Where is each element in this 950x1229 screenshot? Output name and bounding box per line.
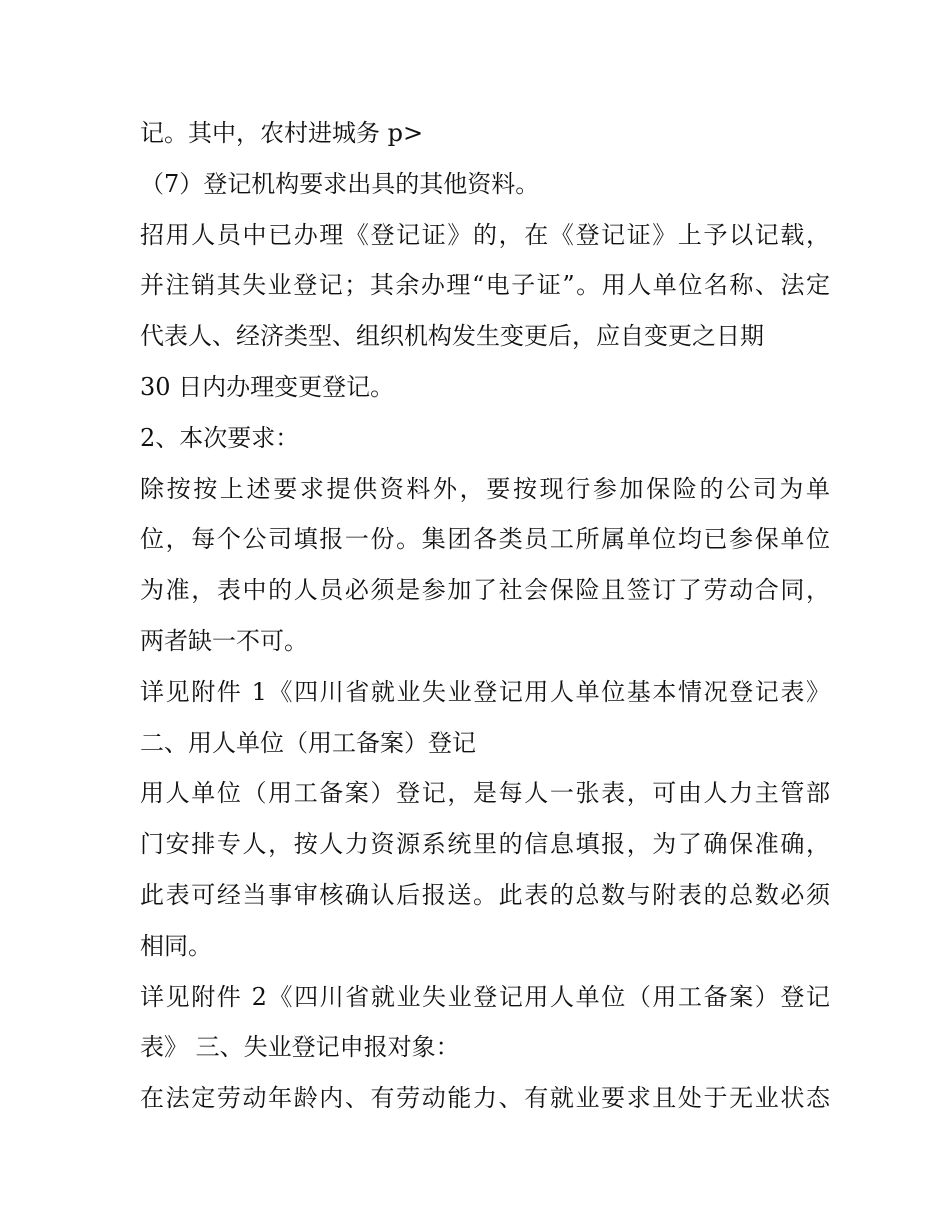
- text-line: 招用人员中已办理《登记证》的，在《登记证》上予以记载，: [140, 220, 830, 249]
- text-line: 为准，表中的人员必须是参加了社会保险且签订了劳动合同，: [140, 576, 830, 605]
- text-line: 代表人、经济类型、组织机构发生变更后，应自变更之日期: [140, 322, 764, 351]
- text-line: 30 日内办理变更登记。: [140, 372, 395, 401]
- text-line: 记。其中，农村进城务 p>: [140, 119, 424, 147]
- text-line: 二、用人单位（用工备案）登记: [140, 728, 476, 757]
- document-body: [140, 108, 830, 1124]
- text-line: 位，每个公司填报一份。集团各类员工所属单位均已参保单位: [140, 525, 830, 554]
- text-line: 表》 三、失业登记申报对象：: [140, 1033, 460, 1062]
- text-line: 2、本次要求：: [140, 423, 300, 452]
- text-line: 并注销其失业登记；其余办理“电子证”。用人单位名称、法定: [140, 271, 830, 300]
- text-line: 此表可经当事审核确认后报送。此表的总数与附表的总数必须: [140, 880, 830, 909]
- text-line: 详见附件 2《四川省就业失业登记用人单位（用工备案）登记: [140, 982, 830, 1011]
- text-line: 两者缺一不可。: [140, 626, 308, 655]
- text-line: 在法定劳动年龄内、有劳动能力、有就业要求且处于无业状态: [140, 1084, 830, 1113]
- text-line: 门安排专人，按人力资源系统里的信息填报，为了确保准确，: [140, 830, 830, 859]
- text-line: 除按按上述要求提供资料外，要按现行参加保险的公司为单: [140, 474, 830, 503]
- text-line: 用人单位（用工备案）登记，是每人一张表，可由人力主管部: [140, 779, 830, 808]
- text-line: （7）登记机构要求出具的其他资料。: [140, 169, 540, 198]
- text-line: 相同。: [140, 931, 212, 960]
- text-line: 详见附件 1《四川省就业失业登记用人单位基本情况登记表》: [140, 677, 830, 706]
